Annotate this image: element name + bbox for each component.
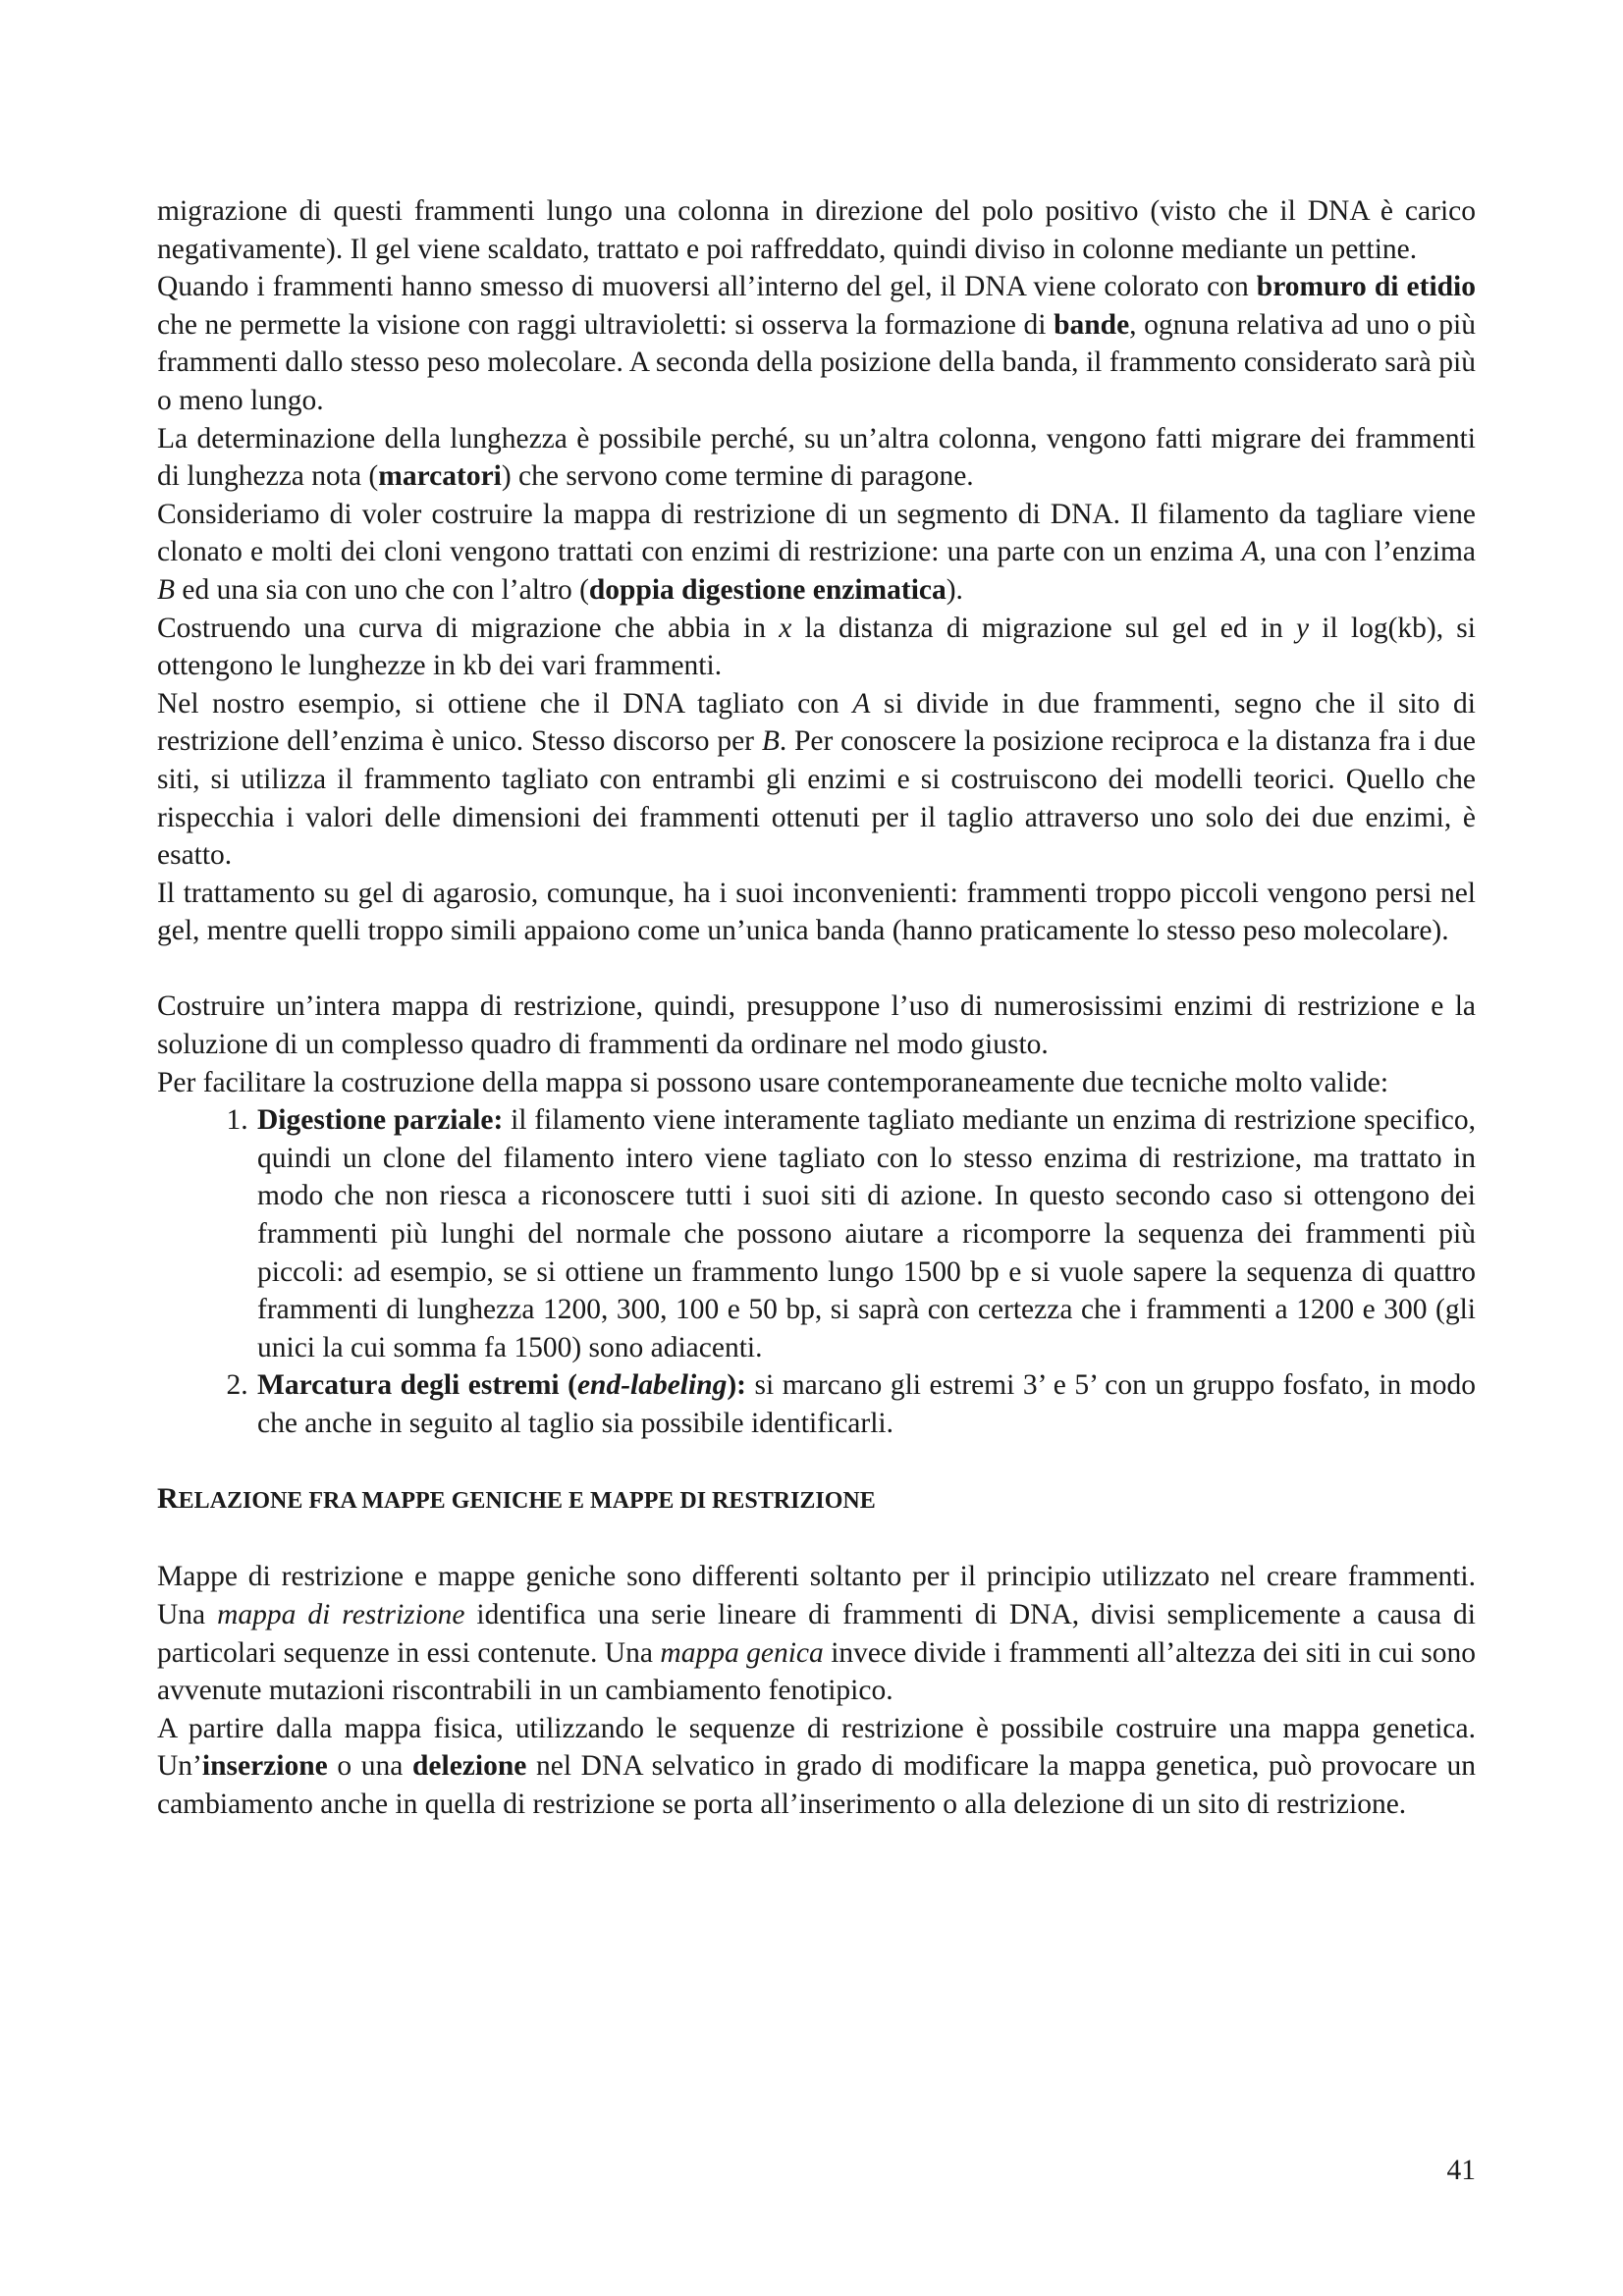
paragraph-text: Mappe di restrizione e mappe geniche sono differenti soltanto per il principio utilizzato nel creare frammenti. Una [157,1561,1476,1630]
paragraph-text: La determinazione della lunghezza è possibile perché, su un’altra colonna, vengono fatti migrare dei frammenti di lunghezza nota ( [157,422,1476,493]
paragraph-full-map [157,988,1476,1063]
paragraph-text: Costruendo una curva di migrazione che abbia in [157,612,780,644]
paragraph-text: o una [327,1750,412,1783]
term-bromuro-di-etidio: bromuro di etidio [1256,271,1477,303]
term-marcatura-close: ): [727,1369,747,1402]
term-delezione: delezione [412,1750,527,1783]
heading-initial: R [157,1482,179,1516]
term-marcatori: marcatori [378,460,502,493]
list-item-text: si marcano gli estremi 3’ e 5’ con un gruppo fosfato, in modo che anche in seguito al taglio sia possibile identificarli. [257,1369,1476,1439]
paragraph-insertion-deletion [157,1710,1476,1824]
enzyme-a: A [1241,536,1260,568]
paragraph-text: nel DNA selvatico in grado di modificare la mappa genetica, può provocare un cambiamento anche in quella di restrizione se porta all’inserimento o alla delezione di un sito di restrizione. [157,1750,1477,1820]
paragraph-migration-curve [157,610,1476,685]
term-inserzione: inserzione [201,1750,328,1783]
paragraph-text: . Per conoscere la posizione reciproca e la distanza fra i due siti, si utilizza il frammento tagliato con entrambi gli enzimi e si costruiscono dei modelli teorici. Quello che rispecchia i valori delle dimensioni dei frammenti ottenuti per il taglio attraverso uno solo dei due enzimi, è esatto. [157,725,1477,872]
paragraph-example [157,685,1476,875]
paragraph-restriction-map [157,496,1476,610]
paragraph-ethidium [157,268,1476,419]
heading-rest: ELAZIONE FRA MAPPE GENICHE E MAPPE DI RESTRIZIONE [178,1488,876,1515]
paragraph-text: Per facilitare la costruzione della mappa si possono usare contemporaneamente due tecniche molto valide: [157,1066,1389,1098]
page-number: 41 [1446,2155,1476,2186]
axis-x: x [779,612,792,644]
term-doppia-digestione: doppia digestione enzimatica [588,573,947,606]
enzyme-b: B [761,725,780,758]
term-mappa-genica: mappa genica [660,1636,824,1669]
paragraph-text: ed una sia con uno che con l’altro ( [175,573,589,606]
enzyme-a: A [852,687,871,720]
list-item-end-labeling [255,1366,1476,1442]
section-heading [157,1480,1476,1521]
paragraph-text: , ognuna relativa ad uno o più frammenti dallo stesso peso molecolare. A seconda della posizione della banda, il frammento considerato sarà più o meno lungo. [157,308,1477,416]
paragraph-text: che ne permette la visione con raggi ultravioletti: si osserva la formazione di [157,308,1055,341]
term-digestione-parziale: Digestione parziale: [257,1104,504,1137]
paragraph-text: migrazione di questi frammenti lungo una colonna in direzione del polo positivo (visto che il DNA è carico negativamente). Il gel viene scaldato, trattato e poi raffreddato, quindi diviso in colonne mediante un pettine. [157,195,1476,265]
paragraph-text: Consideriamo di voler costruire la mappa di restrizione di un segmento di DNA. Il filamento da tagliare viene clonato e molti dei cloni vengono trattati con enzimi di restrizione: una parte con un enzima [157,498,1476,568]
section-spacer [157,1521,1476,1559]
term-marcatura-estremi: Marcatura degli estremi ( [257,1369,577,1402]
term-bande: bande [1054,308,1130,341]
paragraph-spacer [157,950,1476,988]
paragraph-text: Nel nostro esempio, si ottiene che il DNA tagliato con [157,687,853,720]
techniques-list [157,1101,1476,1442]
paragraph-text: ). [946,573,963,606]
paragraph-map-comparison [157,1558,1476,1709]
paragraph-agarose [157,875,1476,950]
page-body [157,192,1476,1824]
section-spacer [157,1443,1476,1481]
paragraph-text: identifica una serie lineare di frammenti di DNA, divisi semplicemente a causa di particolari sequenze in essi contenute. Una [157,1598,1476,1669]
paragraph-text: si divide in due frammenti, segno che il sito di restrizione dell’enzima è unico. Stesso discorso per [157,687,1476,758]
term-end-labeling: end-labeling [576,1369,728,1402]
paragraph-text: Il trattamento su gel di agarosio, comunque, ha i suoi inconvenienti: frammenti troppo piccoli vengono persi nel gel, mentre quelli troppo simili appaiono come un’unica banda (hanno praticamente lo stesso peso molecolare). [157,877,1476,947]
list-item-text: il filamento viene interamente tagliato mediante un enzima di restrizione specifico, quindi un clone del filamento intero viene tagliato con lo stesso enzima di restrizione, ma trattato in modo che non riesca a riconoscere tutti i suoi siti di azione. In questo secondo caso si ottengono dei frammenti più lunghi del normale che possono aiutare a ricomporre la sequenza dei frammenti più piccoli: ad esempio, se si ottiene un frammento lungo 1500 bp e si vuole sapere la sequenza di quattro frammenti di lunghezza 1200, 300, 100 e 50 bp, si saprà con certezza che i frammenti a 1200 e 300 (gli unici la cui somma fa 1500) sono adiacenti. [257,1104,1476,1363]
paragraph-text: A partire dalla mappa fisica, utilizzando le sequenze di restrizione è possibile costruire una mappa genetica. Un’ [157,1712,1476,1783]
paragraph-markers [157,420,1476,496]
paragraph-techniques [157,1064,1476,1102]
term-mappa-di-restrizione: mappa di restrizione [217,1598,465,1630]
paragraph-text: Costruire un’intera mappa di restrizione, quindi, presuppone l’uso di numerosissimi enzimi di restrizione e la soluzione di un complesso quadro di frammenti da ordinare nel modo giusto. [157,990,1476,1061]
paragraph-text: la distanza di migrazione sul gel ed in [791,612,1296,644]
paragraph-text: il log(kb), si ottengono le lunghezze in kb dei vari frammenti. [157,612,1476,682]
paragraph-migration [157,192,1476,268]
enzyme-b: B [157,573,176,606]
paragraph-text: invece divide i frammenti all’altezza dei siti in cui sono avvenute mutazioni riscontrabili in un cambiamento fenotipico. [157,1636,1476,1707]
axis-y: y [1295,612,1310,644]
paragraph-text: Quando i frammenti hanno smesso di muoversi all’interno del gel, il DNA viene colorato con [157,271,1257,303]
paragraph-text: ) che servono come termine di paragone. [501,460,974,493]
paragraph-text: , una con l’enzima [1259,536,1476,568]
list-item-partial-digestion [255,1101,1476,1366]
